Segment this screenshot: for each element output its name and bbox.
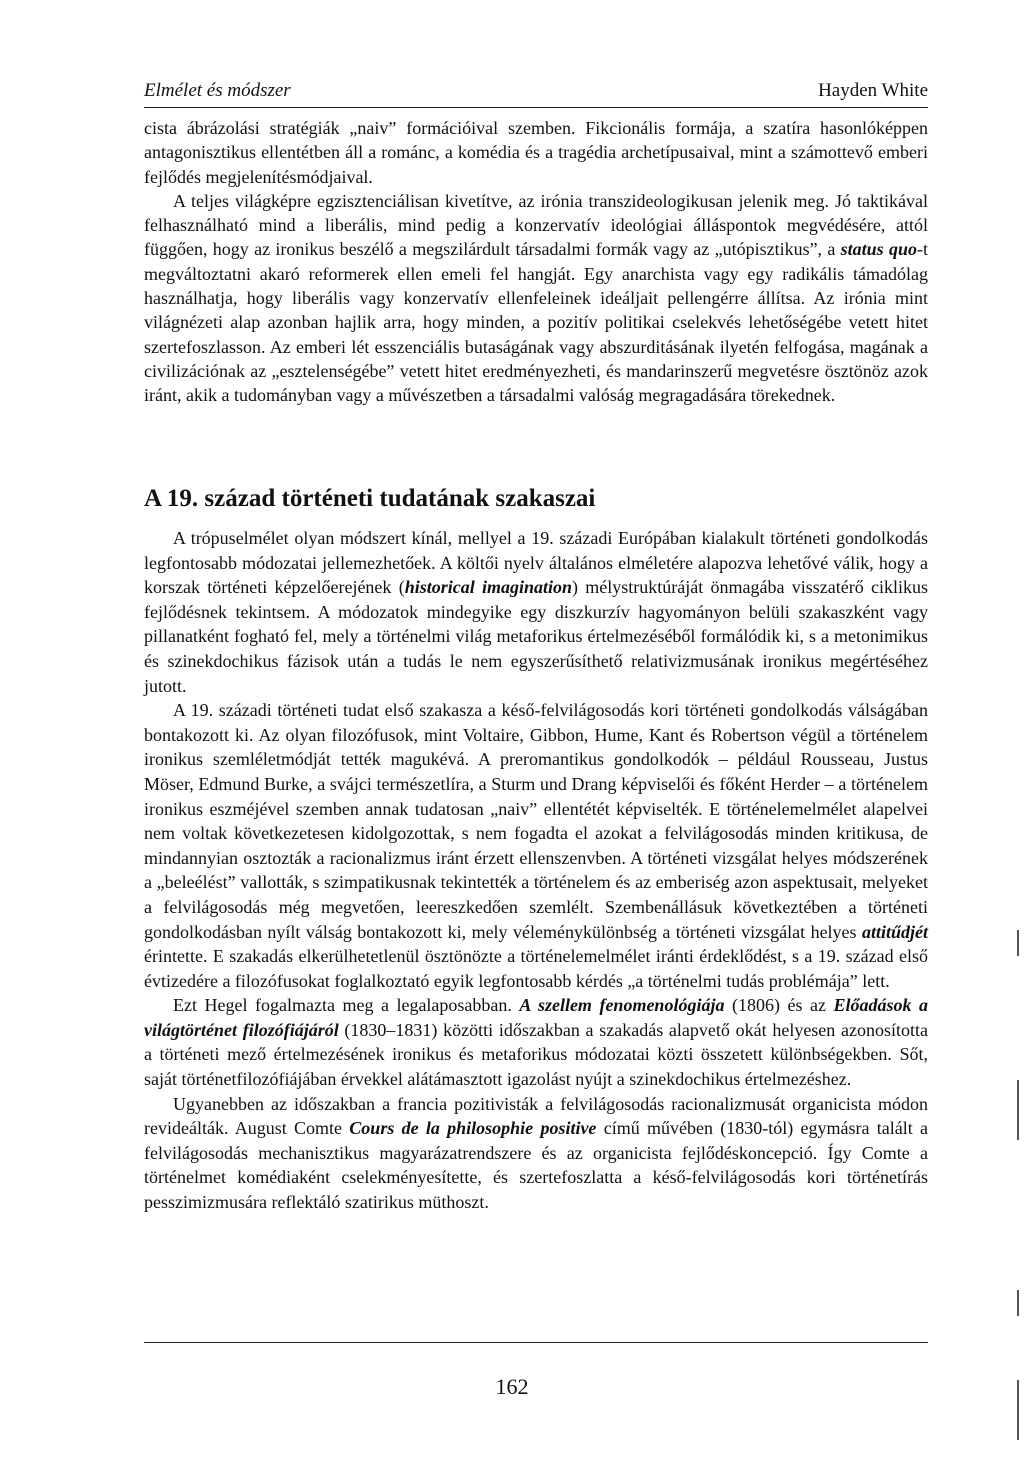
paragraph-text: Ezt Hegel fogalmazta meg a legalaposabban. [173, 995, 520, 1016]
header-author: Hayden White [818, 80, 928, 101]
footer-rule [144, 1342, 928, 1343]
emphasis-text: historical imagination [404, 577, 572, 598]
paragraph [144, 526, 928, 698]
paragraph-text: A 19. századi történeti tudat első szakasza a késő-felvilágosodás kori történeti gondolkodás válságában bontakozott ki. Az olyan filozófusok, mint Voltaire, Gibbon, Hume, Kant és Robertson végül a történelem ironikus szemléletmódját tették magukévá. A preromantikus gondolkodók – például Rousseau, Justus Möser, Edmund Burke, a svájci természetlíra, a Sturm und Drang képviselői és főként Herder – a történelem ironikus eszméjével szemben annak tudatosan „naiv” ellentétét képviselték. E történelemelmélet alapelvei nem voltak következetesen kidolgozottak, s nem fogadta el azokat a felvilágosodás minden kritikusa, de mindannyian osztozták a racionalizmus iránt érzett ellenszenvben. A történeti vizsgálat helyes módszerének a „beleélést” vallották, s szimpatikusnak tekintették a történelem és az emberiség azon aspektusait, melyeket a felvilágosodás még megvetően, leereszkedően szemlélt. Szembenállásuk következtében a történeti gondolkodásban nyílt válság bontakozott ki, mely véleménykülönbség a történeti vizsgálat helyes [144, 700, 928, 942]
paragraph-text: érintette. E szakadás elkerülhetetlenül ösztönözte a történelemelmélet iránti érdeklődést, s a 19. század első évtizedére a filozófusokat foglalkoztató egyik legfontosabb kérdés „a történelmi tudás problémája” lett. [144, 946, 928, 991]
paragraph [144, 698, 928, 993]
body-text-top [144, 116, 928, 408]
paragraph-text: ) mélystruktúráját önmagába visszatérő ciklikus fejlődésnek tekintsem. A módozatok mindegyike egy diszkurzív hagyományon belüli szakaszként vagy pillanatként fogható fel, mely a történelmi világ metaforikus értelmezéséből formálódik ki, s a metonimikus és szinekdochikus fázisok után a tudás le nem egyszerűsíthető relativizmusának ironikus megértéséhez jutott. [144, 577, 928, 696]
scan-artifact [1017, 930, 1019, 956]
paragraph-text: A trópuselmélet olyan módszert kínál, mellyel a 19. századi Európában kialakult történeti gondolkodás legfontosabb módozatai jellemezhetőek. A költői nyelv általános elméletére alapozva lehetővé válik, hogy a korszak történeti képzelőerejének ( [144, 528, 928, 598]
page-number: 162 [495, 1374, 529, 1399]
paragraph [144, 116, 928, 189]
paragraph [144, 1092, 928, 1215]
emphasis-text: attitűdjét [861, 921, 928, 942]
section-heading: A 19. század történeti tudatának szakaszai [144, 485, 596, 512]
book-title: A szellem fenomenológiája [519, 995, 725, 1016]
paragraph-text: A teljes világképre egzisztenciálisan kivetítve, az irónia transzideologikusan jelenik meg. Jó taktikával felhasználható mind a liberális, mind pedig a konzervatív ideológiai álláspontok megvédésére, attól függően, hogy az ironikus beszélő a megszilárdult társadalmi formák vagy az „utópisztikus”, a [144, 190, 928, 260]
paragraph-text: Ugyanebben az időszakban a francia pozitivisták a felvilágosodás racionalizmusát organicista módon revideálták. August Comte [144, 1093, 928, 1139]
paragraph-text: című művében (1830-tól) egymásra talált a felvilágosodás mechanisztikus magyarázatrendszere és az organicista fejlődéskoncepció. Így Comte a történelmet komédiaként cselekményesítette, és szertefoszlatta a késő-felvilágosodás kori történetírás pesszimizmusára reflektáló szatirikus müthoszt. [144, 1118, 928, 1213]
paragraph-text: -t megváltoztatni akaró reformerek ellen emeli fel hangját. Egy anarchista vagy egy radikális támadólag használhatja, hogy liberális vagy konzervatív ellenfeleinek ideáljait pellengérre állítsa. Az irónia mint világnézeti alap azonban hajlik arra, hogy minden, a pozitív politikai cselekvés lehetőségébe vetett hitet szertefoszlasson. Az emberi lét esszenciális butaságának vagy abszurditásának ilyetén felfogása, magának a civilizációnak az „esztelenségébe” vetett hitet eredményezheti, és mandarinszerű megvetésre ösztönöz azok iránt, akik a tudományban vagy a művészetben a társadalmi valóság megragadására törekednek. [144, 239, 928, 406]
book-title: Cours de la philosophie positive [349, 1118, 597, 1139]
emphasis-text: status quo [840, 239, 917, 260]
book-title: Előadások a világtörténet filozófiájáról [144, 995, 928, 1040]
running-header [144, 80, 928, 108]
paragraph-text: (1806) és az [724, 995, 834, 1016]
paragraph-text: (1830–1831) közötti időszakban a szakadás alapvető okát helyesen azonosította a történeti mező értelmezésének ironikus és metaforikus módozatai közti összetett különbségekben. Sőt, saját történetfilozófiájában érvekkel alátámasztott igazolást nyújt a szinekdochikus értelmezéshez. [144, 1019, 928, 1090]
paragraph [144, 993, 928, 1091]
header-rule [144, 107, 928, 108]
paragraph-text: cista ábrázolási stratégiák „naiv” formációival szemben. Fikcionális formája, a szatíra hasonlóképpen antagonisztikus ellentétben áll a románc, a komédia és a tragédia archetípusaival, mint a számottevő emberi fejlődés megjelenítésmódjaival. [144, 118, 928, 187]
scan-artifact [1017, 1380, 1019, 1440]
scan-artifact [1017, 1080, 1019, 1140]
paragraph [144, 189, 928, 408]
body-text-section [144, 526, 928, 1215]
scan-artifact [1017, 1290, 1019, 1316]
header-section-title: Elmélet és módszer [144, 80, 291, 101]
